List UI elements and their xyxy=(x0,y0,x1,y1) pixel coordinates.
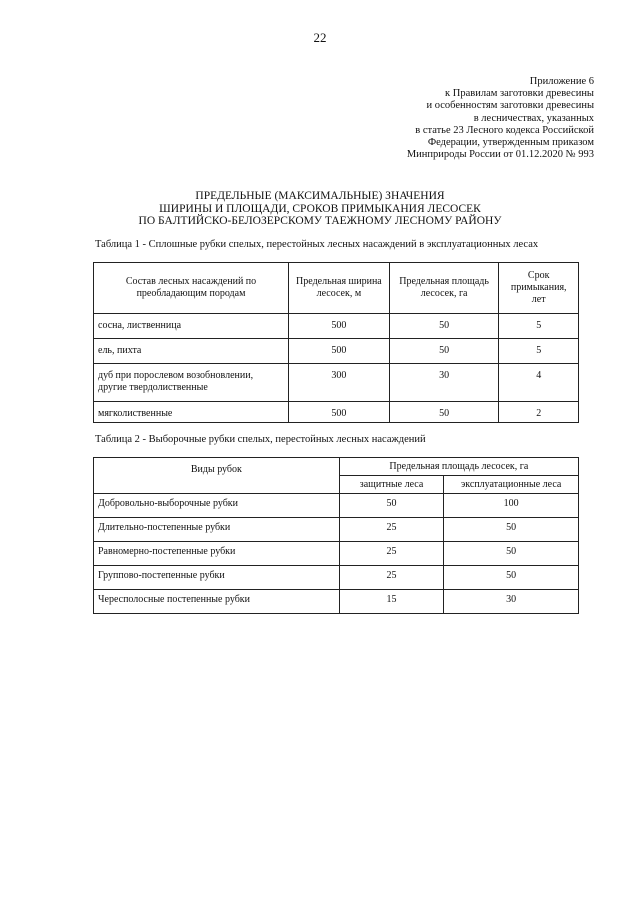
appendix-reference xyxy=(407,76,594,161)
cell-protective: 25 xyxy=(339,566,444,590)
cell-protective: 25 xyxy=(339,518,444,542)
header-kind: Виды рубок xyxy=(94,458,340,494)
cell-protective: 50 xyxy=(339,494,444,518)
title-line: ПО БАЛТИЙСКО-БЕЛОЗЕРСКОМУ ТАЕЖНОМУ ЛЕСНОМУ РАЙОНУ xyxy=(138,215,502,227)
table-header-row xyxy=(94,263,579,314)
appendix-line: в лесничествах, указанных xyxy=(473,112,594,124)
table-header-row xyxy=(94,458,579,476)
table-row xyxy=(94,364,579,402)
cell-protective: 15 xyxy=(339,590,444,614)
table1-caption: Таблица 1 - Сплошные рубки спелых, перестойных лесных насаждений в эксплуатационных лесах xyxy=(95,239,539,250)
cell-operational: 50 xyxy=(444,566,579,590)
table-row xyxy=(94,314,579,339)
appendix-line: к Правилам заготовки древесины xyxy=(445,88,594,100)
cell-width: 300 xyxy=(288,364,389,402)
cell-kind: Равномерно-постепенные рубки xyxy=(94,542,340,566)
header-term: Срок примыкания, лет xyxy=(499,263,579,314)
table-row xyxy=(94,590,579,614)
cell-operational: 50 xyxy=(444,518,579,542)
cell-term: 4 xyxy=(499,364,579,402)
cell-area: 30 xyxy=(389,364,499,402)
appendix-line: в статье 23 Лесного кодекса Российской xyxy=(415,124,594,136)
clear-cutting-table xyxy=(93,262,579,423)
cell-area: 50 xyxy=(389,314,499,339)
page-number: 22 xyxy=(313,30,327,45)
cell-composition: сосна, лиственница xyxy=(94,314,289,339)
cell-kind: Длительно-постепенные рубки xyxy=(94,518,340,542)
cell-width: 500 xyxy=(288,339,389,364)
cell-composition: мягколиственные xyxy=(94,402,289,423)
selective-cutting-table xyxy=(93,457,579,614)
table-row xyxy=(94,494,579,518)
table-row xyxy=(94,542,579,566)
header-area: Предельная площадь лесосек, га xyxy=(339,458,578,476)
cell-kind: Чересполосные постепенные рубки xyxy=(94,590,340,614)
cell-composition: дуб при порослевом возобновлении, другие твердолиственные xyxy=(94,364,289,402)
header-width: Предельная ширина лесосек, м xyxy=(288,263,389,314)
header-composition: Состав лесных насаждений по преобладающим породам xyxy=(94,263,289,314)
table-row xyxy=(94,402,579,423)
document-title xyxy=(0,190,640,228)
table-row xyxy=(94,566,579,590)
table-row xyxy=(94,339,579,364)
cell-term: 5 xyxy=(499,314,579,339)
appendix-line: и особенностям заготовки древесины xyxy=(426,100,594,112)
cell-kind: Добровольно-выборочные рубки xyxy=(94,494,340,518)
cell-operational: 100 xyxy=(444,494,579,518)
cell-width: 500 xyxy=(288,314,389,339)
cell-operational: 50 xyxy=(444,542,579,566)
cell-kind: Группово-постепенные рубки xyxy=(94,566,340,590)
appendix-line: Приложение 6 xyxy=(529,76,594,87)
cell-area: 50 xyxy=(389,339,499,364)
cell-area: 50 xyxy=(389,402,499,423)
cell-composition: ель, пихта xyxy=(94,339,289,364)
appendix-line: Минприроды России от 01.12.2020 № 993 xyxy=(406,149,594,161)
header-operational: эксплуатационные леса xyxy=(444,476,579,494)
title-line: ШИРИНЫ И ПЛОЩАДИ, СРОКОВ ПРИМЫКАНИЯ ЛЕСОСЕК xyxy=(159,202,481,215)
cell-width: 500 xyxy=(288,402,389,423)
cell-protective: 25 xyxy=(339,542,444,566)
cell-operational: 30 xyxy=(444,590,579,614)
cell-term: 5 xyxy=(499,339,579,364)
title-line: ПРЕДЕЛЬНЫЕ (МАКСИМАЛЬНЫЕ) ЗНАЧЕНИЯ xyxy=(195,190,445,202)
header-area: Предельная площадь лесосек, га xyxy=(389,263,499,314)
table2-caption: Таблица 2 - Выборочные рубки спелых, перестойных лесных насаждений xyxy=(95,434,426,445)
cell-term: 2 xyxy=(499,402,579,423)
header-protective: защитные леса xyxy=(339,476,444,494)
table-row xyxy=(94,518,579,542)
appendix-line: Федерации, утвержденным приказом xyxy=(427,137,594,149)
